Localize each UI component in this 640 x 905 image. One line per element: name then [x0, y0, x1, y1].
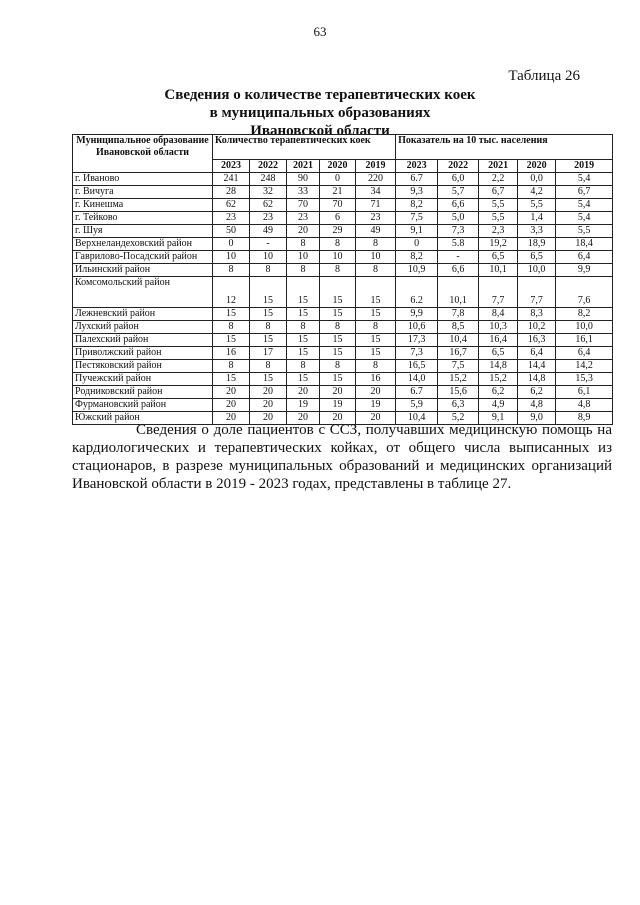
rate-per-10k-cell: 10,9 — [396, 264, 438, 277]
rate-year-header: 2020 — [518, 160, 556, 173]
table-row — [73, 264, 613, 277]
table-row — [73, 386, 613, 399]
table-row — [73, 347, 613, 360]
beds-count-cell: 20 — [320, 412, 356, 425]
table-row — [73, 360, 613, 373]
table-row — [73, 199, 613, 212]
rate-per-10k-cell: 6,7 — [556, 186, 613, 199]
region-name-cell: Пестяковский район — [73, 360, 213, 373]
rate-per-10k-cell: 8,4 — [479, 308, 518, 321]
rate-per-10k-cell: 6.7 — [396, 386, 438, 399]
rate-year-header: 2023 — [396, 160, 438, 173]
beds-count-cell: 8 — [356, 238, 396, 251]
beds-count-cell: 70 — [287, 199, 320, 212]
rate-per-10k-cell: 9,1 — [396, 225, 438, 238]
rate-per-10k-cell: 16,7 — [438, 347, 479, 360]
rate-per-10k-cell: 6,1 — [556, 386, 613, 399]
beds-count-cell: 15 — [287, 373, 320, 386]
beds-count-cell: 16 — [356, 373, 396, 386]
rate-per-10k-cell: 10,1 — [438, 277, 479, 308]
rate-per-10k-cell: 8,5 — [438, 321, 479, 334]
beds-count-cell: 20 — [287, 225, 320, 238]
region-name-cell: Ильинский район — [73, 264, 213, 277]
rate-per-10k-cell: 9,9 — [556, 264, 613, 277]
beds-count-cell: 49 — [250, 225, 287, 238]
rate-per-10k-cell: 10,0 — [518, 264, 556, 277]
rate-per-10k-cell: 7,3 — [396, 347, 438, 360]
rate-per-10k-cell: 9,3 — [396, 186, 438, 199]
rate-per-10k-cell: 14,0 — [396, 373, 438, 386]
rate-per-10k-cell: 19,2 — [479, 238, 518, 251]
rate-per-10k-cell: 15,2 — [479, 373, 518, 386]
beds-count-cell: 15 — [213, 373, 250, 386]
rate-per-10k-cell: 5,5 — [556, 225, 613, 238]
beds-count-cell: 20 — [356, 412, 396, 425]
beds-count-cell: 8 — [287, 360, 320, 373]
rate-per-10k-cell: 6,5 — [518, 251, 556, 264]
rate-year-header: 2019 — [556, 160, 613, 173]
beds-count-cell: 71 — [356, 199, 396, 212]
beds-count-cell: 8 — [356, 360, 396, 373]
title-line: в муниципальных образованиях — [209, 105, 431, 121]
rate-per-10k-cell: 10,2 — [518, 321, 556, 334]
table-title — [0, 86, 640, 140]
beds-count-cell: 15 — [356, 308, 396, 321]
rate-per-10k-cell: 7,5 — [396, 212, 438, 225]
beds-count-cell: 8 — [287, 238, 320, 251]
beds-year-header: 2022 — [250, 160, 287, 173]
beds-count-cell: 241 — [213, 173, 250, 186]
beds-count-cell: 15 — [250, 373, 287, 386]
beds-count-cell: 19 — [356, 399, 396, 412]
rate-per-10k-cell: 7,7 — [518, 277, 556, 308]
beds-year-header: 2023 — [213, 160, 250, 173]
beds-count-cell: 15 — [356, 347, 396, 360]
beds-count-cell: 33 — [287, 186, 320, 199]
beds-count-cell: 8 — [320, 238, 356, 251]
rate-per-10k-cell: 2,2 — [479, 173, 518, 186]
beds-count-cell: 19 — [320, 399, 356, 412]
region-name-cell: Гаврилово-Посадский район — [73, 251, 213, 264]
table-row — [73, 238, 613, 251]
rate-per-10k-cell: 14,8 — [479, 360, 518, 373]
beds-count-cell: 15 — [320, 308, 356, 321]
beds-count-cell: 20 — [213, 399, 250, 412]
title-line: Ивановской области — [250, 123, 390, 139]
beds-count-cell: 8 — [213, 321, 250, 334]
rate-per-10k-cell: 5,0 — [438, 212, 479, 225]
body-paragraph: Сведения о доле пациентов с ССЗ, получавших медицинскую помощь на кардиологических и терапевтических койках, от общего числа выписанных из стационаров, в разрезе муниципальных образований и медицинских организаций Ивановской области в 2019 - 2023 годах, представлены в таблице 27. — [72, 422, 612, 492]
beds-count-cell: 20 — [287, 386, 320, 399]
rate-per-10k-cell: 18,4 — [556, 238, 613, 251]
rate-per-10k-cell: 5,2 — [438, 412, 479, 425]
beds-count-cell: 23 — [250, 212, 287, 225]
rate-per-10k-cell: 6,4 — [556, 347, 613, 360]
rate-per-10k-cell: 6,4 — [556, 251, 613, 264]
region-name-cell: г. Шуя — [73, 225, 213, 238]
rate-per-10k-cell: 10,1 — [479, 264, 518, 277]
rate-per-10k-cell: 6.2 — [396, 277, 438, 308]
rate-per-10k-cell: 10,4 — [396, 412, 438, 425]
region-name-cell: Приволжский район — [73, 347, 213, 360]
rate-per-10k-cell: 15,6 — [438, 386, 479, 399]
region-name-cell: Лухский район — [73, 321, 213, 334]
beds-count-cell: 8 — [320, 321, 356, 334]
beds-count-cell: 248 — [250, 173, 287, 186]
beds-count-cell: 10 — [250, 251, 287, 264]
beds-count-cell: 62 — [250, 199, 287, 212]
region-name-cell: г. Тейково — [73, 212, 213, 225]
rate-per-10k-cell: 5.8 — [438, 238, 479, 251]
beds-year-header: 2019 — [356, 160, 396, 173]
beds-count-cell: 12 — [213, 277, 250, 308]
beds-count-cell: 62 — [213, 199, 250, 212]
beds-count-cell: 10 — [320, 251, 356, 264]
region-name-cell: г. Кинешма — [73, 199, 213, 212]
title-line: Сведения о количестве терапевтических коек — [164, 87, 476, 103]
beds-count-cell: 90 — [287, 173, 320, 186]
rate-per-10k-cell: 16,1 — [556, 334, 613, 347]
beds-count-cell: 20 — [213, 412, 250, 425]
rate-group-header: Показатель на 10 тыс. населения — [396, 135, 613, 160]
rate-per-10k-cell: 8,3 — [518, 308, 556, 321]
beds-count-cell: 17 — [250, 347, 287, 360]
rate-per-10k-cell: 6,6 — [438, 199, 479, 212]
beds-count-cell: 8 — [320, 264, 356, 277]
beds-count-cell: 8 — [213, 360, 250, 373]
rate-per-10k-cell: 2,3 — [479, 225, 518, 238]
beds-count-cell: 20 — [287, 412, 320, 425]
rate-per-10k-cell: 16,5 — [396, 360, 438, 373]
beds-count-cell: 23 — [287, 212, 320, 225]
rate-per-10k-cell: 4,8 — [556, 399, 613, 412]
region-name-cell: Комсомольский район — [73, 277, 213, 308]
beds-count-cell: 70 — [320, 199, 356, 212]
rate-per-10k-cell: 7,6 — [556, 277, 613, 308]
beds-count-cell: 21 — [320, 186, 356, 199]
beds-count-cell: 20 — [250, 386, 287, 399]
beds-count-cell: 0 — [213, 238, 250, 251]
rate-per-10k-cell: 6.7 — [396, 173, 438, 186]
beds-count-cell: 15 — [287, 347, 320, 360]
beds-count-cell: 20 — [250, 399, 287, 412]
beds-count-cell: 20 — [320, 386, 356, 399]
region-name-cell: Палехский район — [73, 334, 213, 347]
region-name-cell: Южский район — [73, 412, 213, 425]
beds-count-cell: 15 — [320, 277, 356, 308]
region-name-cell: Верхнеландеховский район — [73, 238, 213, 251]
table-row — [73, 277, 613, 308]
beds-count-cell: 10 — [287, 251, 320, 264]
beds-count-cell: 15 — [287, 334, 320, 347]
rate-per-10k-cell: 6,0 — [438, 173, 479, 186]
rate-per-10k-cell: 6,5 — [479, 251, 518, 264]
beds-count-cell: 23 — [356, 212, 396, 225]
beds-count-cell: 15 — [250, 308, 287, 321]
rate-per-10k-cell: - — [438, 251, 479, 264]
beds-count-cell: 8 — [287, 264, 320, 277]
rate-per-10k-cell: 4,9 — [479, 399, 518, 412]
rate-per-10k-cell: 9,1 — [479, 412, 518, 425]
table-row — [73, 321, 613, 334]
beds-count-cell: 15 — [320, 373, 356, 386]
rate-per-10k-cell: 6,5 — [479, 347, 518, 360]
rate-per-10k-cell: 9,0 — [518, 412, 556, 425]
beds-count-cell: 8 — [356, 321, 396, 334]
rate-per-10k-cell: 17,3 — [396, 334, 438, 347]
beds-count-cell: 28 — [213, 186, 250, 199]
rate-per-10k-cell: 10,4 — [438, 334, 479, 347]
rate-per-10k-cell: 0,0 — [518, 173, 556, 186]
rate-per-10k-cell: 5,7 — [438, 186, 479, 199]
rate-per-10k-cell: 15,2 — [438, 373, 479, 386]
beds-count-cell: - — [250, 238, 287, 251]
table-body — [73, 173, 613, 425]
rate-per-10k-cell: 16,3 — [518, 334, 556, 347]
beds-count-cell: 15 — [320, 334, 356, 347]
table-row — [73, 251, 613, 264]
rate-per-10k-cell: 7,8 — [438, 308, 479, 321]
beds-count-cell: 20 — [250, 412, 287, 425]
table-row — [73, 173, 613, 186]
region-column-header: Муниципальное образование Ивановской области — [73, 135, 213, 173]
beds-count-cell: 15 — [356, 334, 396, 347]
region-name-cell: Фурмановский район — [73, 399, 213, 412]
rate-per-10k-cell: 5,4 — [556, 212, 613, 225]
rate-per-10k-cell: 3,3 — [518, 225, 556, 238]
beds-count-cell: 10 — [213, 251, 250, 264]
table-row — [73, 308, 613, 321]
rate-per-10k-cell: 16,4 — [479, 334, 518, 347]
beds-count-cell: 16 — [213, 347, 250, 360]
table-label: Таблица 26 — [508, 68, 580, 84]
beds-count-cell: 20 — [213, 386, 250, 399]
rate-per-10k-cell: 7,5 — [438, 360, 479, 373]
beds-count-cell: 15 — [213, 334, 250, 347]
rate-per-10k-cell: 18,9 — [518, 238, 556, 251]
table-row — [73, 373, 613, 386]
rate-per-10k-cell: 5,5 — [479, 199, 518, 212]
rate-per-10k-cell: 5,9 — [396, 399, 438, 412]
table-row — [73, 334, 613, 347]
rate-per-10k-cell: 5,5 — [479, 212, 518, 225]
rate-year-header: 2021 — [479, 160, 518, 173]
rate-per-10k-cell: 10,3 — [479, 321, 518, 334]
beds-count-cell: 15 — [213, 308, 250, 321]
rate-per-10k-cell: 6,2 — [479, 386, 518, 399]
rate-per-10k-cell: 5,4 — [556, 199, 613, 212]
beds-count-cell: 8 — [320, 360, 356, 373]
beds-count-cell: 15 — [250, 334, 287, 347]
beds-count-cell: 0 — [320, 173, 356, 186]
beds-count-cell: 8 — [356, 264, 396, 277]
beds-count-cell: 10 — [356, 251, 396, 264]
beds-table — [72, 134, 613, 425]
rate-per-10k-cell: 14,4 — [518, 360, 556, 373]
beds-count-cell: 8 — [213, 264, 250, 277]
beds-count-cell: 15 — [356, 277, 396, 308]
beds-count-cell: 15 — [250, 277, 287, 308]
rate-year-header: 2022 — [438, 160, 479, 173]
rate-per-10k-cell: 15,3 — [556, 373, 613, 386]
table-row — [73, 212, 613, 225]
beds-count-cell: 8 — [250, 360, 287, 373]
beds-count-cell: 8 — [250, 321, 287, 334]
region-name-cell: Родниковский район — [73, 386, 213, 399]
rate-per-10k-cell: 14,8 — [518, 373, 556, 386]
region-name-cell: Лежневский район — [73, 308, 213, 321]
rate-per-10k-cell: 6,2 — [518, 386, 556, 399]
table-row — [73, 225, 613, 238]
beds-count-cell: 8 — [250, 264, 287, 277]
rate-per-10k-cell: 10,0 — [556, 321, 613, 334]
rate-per-10k-cell: 5,5 — [518, 199, 556, 212]
beds-count-cell: 50 — [213, 225, 250, 238]
rate-per-10k-cell: 8,9 — [556, 412, 613, 425]
rate-per-10k-cell: 6,3 — [438, 399, 479, 412]
beds-count-cell: 23 — [213, 212, 250, 225]
rate-per-10k-cell: 1,4 — [518, 212, 556, 225]
beds-count-cell: 20 — [356, 386, 396, 399]
table-row — [73, 399, 613, 412]
rate-per-10k-cell: 6,7 — [479, 186, 518, 199]
rate-per-10k-cell: 4,2 — [518, 186, 556, 199]
rate-per-10k-cell: 5,4 — [556, 173, 613, 186]
region-name-cell: г. Иваново — [73, 173, 213, 186]
region-name-cell: Пучежский район — [73, 373, 213, 386]
beds-count-cell: 6 — [320, 212, 356, 225]
beds-count-cell: 220 — [356, 173, 396, 186]
beds-count-cell: 15 — [320, 347, 356, 360]
region-name-cell: г. Вичуга — [73, 186, 213, 199]
rate-per-10k-cell: 0 — [396, 238, 438, 251]
beds-count-cell: 32 — [250, 186, 287, 199]
beds-count-cell: 34 — [356, 186, 396, 199]
beds-year-header: 2021 — [287, 160, 320, 173]
rate-per-10k-cell: 6,6 — [438, 264, 479, 277]
rate-per-10k-cell: 8,2 — [396, 199, 438, 212]
table-row — [73, 186, 613, 199]
rate-per-10k-cell: 14,2 — [556, 360, 613, 373]
beds-year-header: 2020 — [320, 160, 356, 173]
rate-per-10k-cell: 7,3 — [438, 225, 479, 238]
beds-count-cell: 8 — [287, 321, 320, 334]
beds-count-cell: 29 — [320, 225, 356, 238]
beds-count-cell: 49 — [356, 225, 396, 238]
beds-count-cell: 19 — [287, 399, 320, 412]
page-number: 63 — [313, 24, 327, 39]
rate-per-10k-cell: 4,8 — [518, 399, 556, 412]
rate-per-10k-cell: 6,4 — [518, 347, 556, 360]
rate-per-10k-cell: 10,6 — [396, 321, 438, 334]
rate-per-10k-cell: 8,2 — [396, 251, 438, 264]
rate-per-10k-cell: 8,2 — [556, 308, 613, 321]
beds-count-cell: 15 — [287, 308, 320, 321]
beds-count-cell: 15 — [287, 277, 320, 308]
rate-per-10k-cell: 9,9 — [396, 308, 438, 321]
beds-group-header: Количество терапевтических коек — [213, 135, 396, 160]
rate-per-10k-cell: 7,7 — [479, 277, 518, 308]
